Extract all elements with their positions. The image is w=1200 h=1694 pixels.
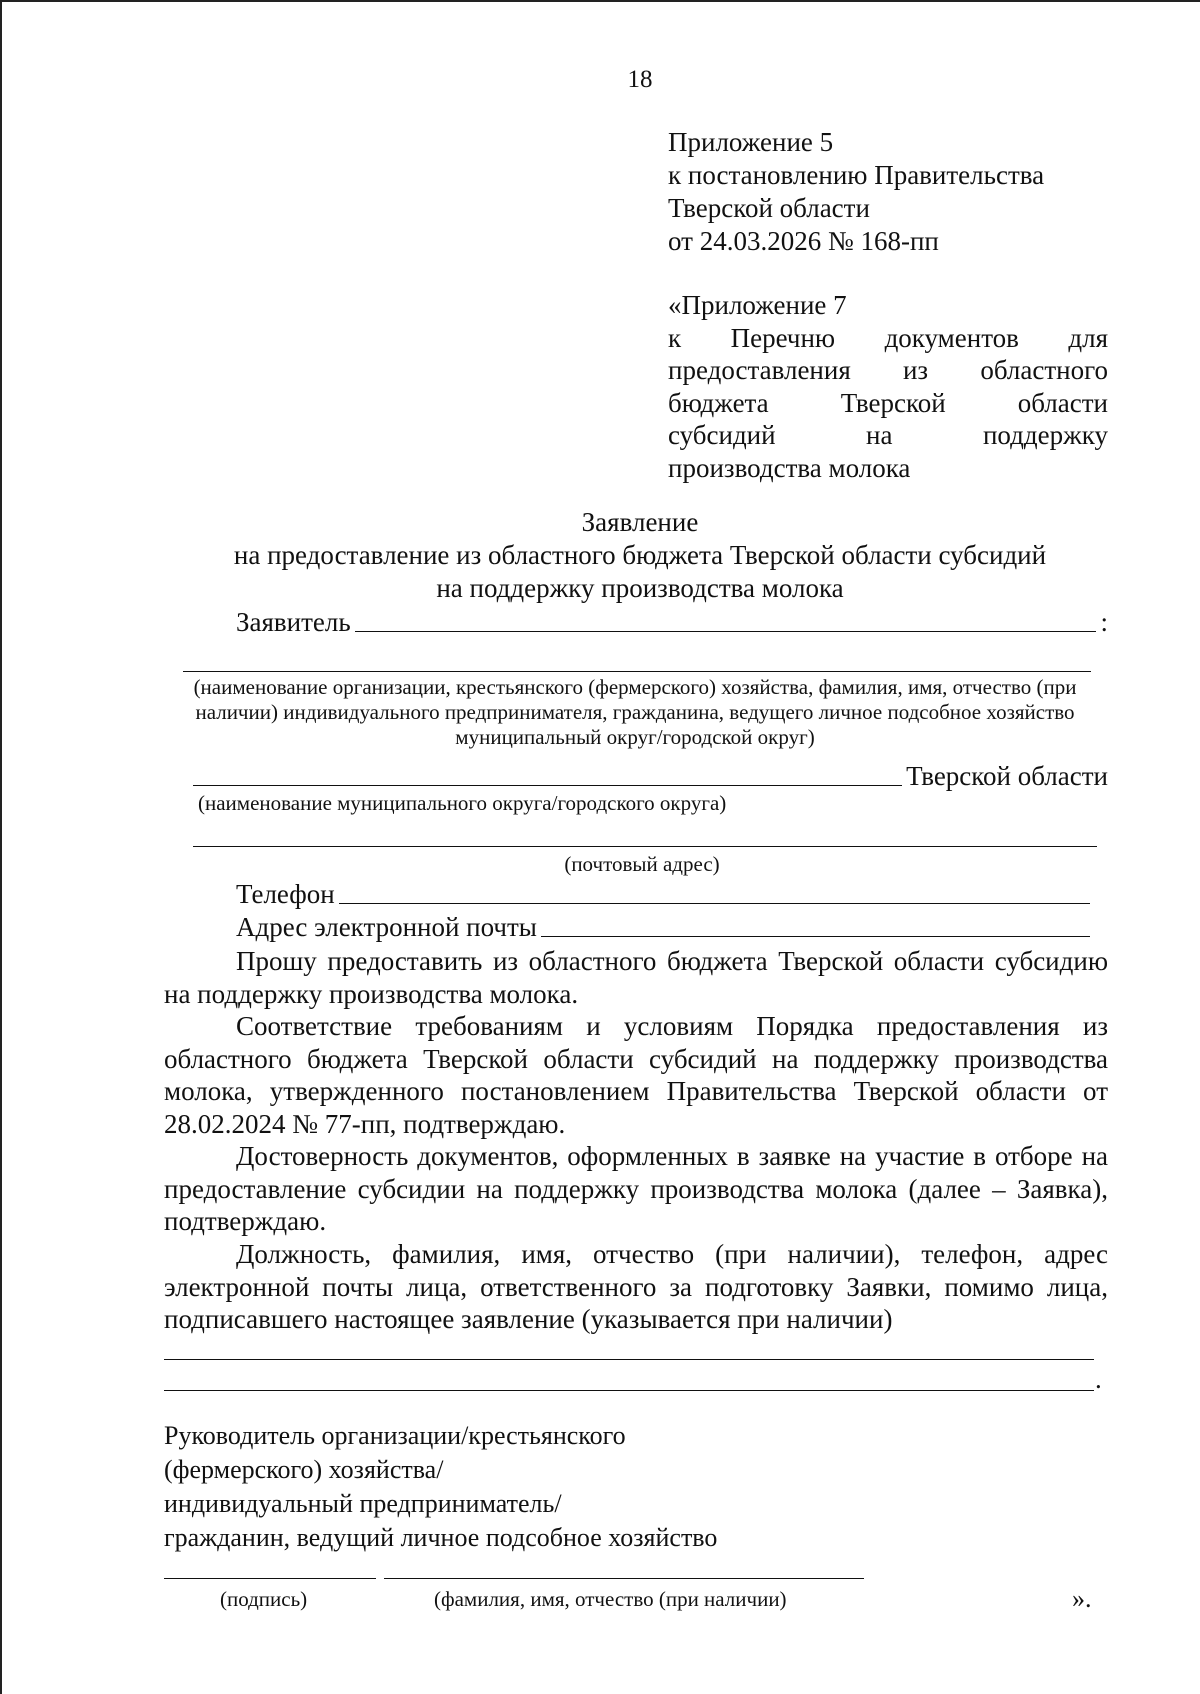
region-suffix: Тверской области [906,761,1108,791]
word: из [902,355,929,385]
signatory-line: гражданин, ведущий личное подсобное хозяйство [164,1523,718,1552]
region-caption: (наименование муниципального округа/городского округа) [198,791,727,815]
region-row [193,760,1108,792]
applicant-row [236,606,1108,638]
signatory-line: индивидуальный предприниматель/ [164,1489,562,1518]
appendix-7-line [668,387,1108,420]
appendix-7-line [668,354,1108,387]
appendix-7-line: производства молока [668,452,911,483]
word: области [1017,387,1108,418]
responsible-field-line-2[interactable] [164,1390,1094,1391]
appendix-7-line [668,322,1108,355]
signatory-line: Руководитель организации/крестьянского [164,1421,626,1450]
appendix-7-line [668,419,1108,452]
signatory-line: (фермерского) хозяйства/ [164,1455,444,1484]
applicant-caption: (наименование организации, крестьянского (фермерского) хозяйства, фамилия, имя, отчество (при наличии) индивидуального предпринимателя, гражданина, ведущего личное подсобное хозяйство муниципальный округ/городской округ) [193,675,1077,749]
applicant-field[interactable] [355,607,1097,632]
word: бюджета [668,387,769,418]
word: на [866,420,893,450]
postal-field[interactable] [193,846,1097,847]
email-row [236,911,1094,943]
full-name-caption: (фамилия, имя, отчество (при наличии) [434,1587,787,1611]
signature-field[interactable] [164,1578,376,1579]
word: субсидий [668,420,776,450]
appendix-5-block [668,126,1108,258]
phone-field[interactable] [339,879,1090,904]
signature-caption: (подпись) [220,1587,308,1611]
applicant-field-line-2[interactable] [183,671,1091,672]
phone-label: Телефон [236,879,335,909]
word: областного [980,355,1108,385]
applicant-label: Заявитель [236,607,351,637]
word: поддержку [982,420,1108,450]
full-name-field[interactable] [384,1578,864,1579]
word: для [1068,322,1108,353]
page-number: 18 [627,66,653,93]
appendix-5-line: от 24.03.2026 № 168-пп [668,226,939,256]
appendix-5-line: Приложение 5 [668,127,834,157]
paragraph-compliance: Соответствие требованиям и условиям Порядка предоставления из областного бюджета Тверской области субсидий на поддержку производства молока, утвержденного постановлением Правительства Тверской области от 28.02.2024 № 77-пп, подтверждаю. [164,1011,1108,1139]
appendix-7-block [668,289,1108,484]
paragraph-authenticity: Достоверность документов, оформленных в заявке на участие в отборе на предоставление субсидии на поддержку производства молока (далее – Заявка), подтверждаю. [164,1141,1108,1236]
title-line: Заявление [581,507,699,537]
word: Перечню [730,322,836,353]
word: документов [884,322,1019,353]
paragraph-request: Прошу предоставить из областного бюджета Тверской области субсидию на поддержку производства молока. [164,946,1108,1009]
responsible-field-line-1[interactable] [164,1359,1094,1360]
document-title [162,506,1118,605]
email-field[interactable] [541,912,1090,937]
paragraph-responsible-person: Должность, фамилия, имя, отчество (при наличии), телефон, адрес электронной почты лица, ответственного за подготовку Заявки, помимо лица, подписавшего настоящее заявление (указывается при наличии) [164,1239,1108,1334]
word: предоставления [668,355,851,385]
appendix-5-line: к постановлению Правительства [668,160,1045,190]
appendix-7-line: «Приложение 7 [668,290,847,320]
final-period: . [1095,1364,1102,1394]
email-label: Адрес электронной почты [236,912,537,942]
signatory-title [164,1419,864,1555]
postal-caption: (почтовый адрес) [564,852,720,876]
word: Тверской [840,387,946,418]
title-line: на поддержку производства молока [436,573,844,603]
closing-quote: ». [1072,1584,1092,1613]
region-field[interactable] [193,761,902,786]
title-line: на предоставление из областного бюджета Тверской области субсидий [233,540,1047,570]
appendix-5-line: Тверской области [668,193,870,223]
word: к [668,322,682,353]
applicant-colon: : [1100,607,1108,637]
phone-row [236,878,1094,910]
